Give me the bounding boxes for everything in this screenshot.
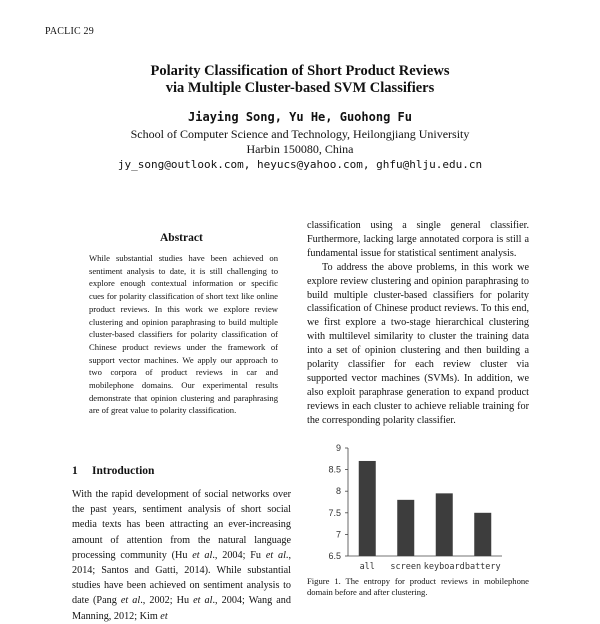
y-tick-label: 7.5 <box>328 507 341 518</box>
y-tick-label: 9 <box>335 443 341 453</box>
intro-italic-run: et al <box>193 595 213 607</box>
x-tick-label-battery: battery <box>464 562 501 572</box>
section-heading-introduction <box>72 465 154 477</box>
section-title: Introduction <box>92 465 155 477</box>
venue-header: PACLIC 29 <box>45 26 94 37</box>
y-tick-label: 8 <box>335 486 341 497</box>
bar-all <box>359 461 376 556</box>
y-tick-label: 8.5 <box>328 464 341 475</box>
bar-screen <box>397 500 414 556</box>
y-tick-label: 6.5 <box>328 551 341 561</box>
author-emails: jy_song@outlook.com, heyucs@yahoo.com, ghfu@hlju.edu.cn <box>117 158 483 171</box>
intro-text-run: ., 2014; Santos and Gatti, 2014). While substantial studies have been achieved on sentiment analysis to date (Pang <box>72 549 292 607</box>
section-number: 1 <box>72 465 78 477</box>
title-line-2: via Multiple Cluster-based SVM Classifiers <box>165 80 435 96</box>
affiliation <box>0 127 600 157</box>
affiliation-line-2: Harbin 150080, China <box>246 142 354 156</box>
right-column-paragraph-2: To address the above problems, in this work we explore review clustering and opinion paraphrasing to build multiple cluster-based classifiers for polarity classification of Chinese product reviews. To this end, we first explore a two-stage hierarchical clustering with multilevel similarity to cluster the training data into a set of opinion clustering and then building a polarity classifier for each review cluster via supported vector machines (SVMs). In addition, we also exploit paraphrase generation to expand product reviews in each cluster to achieve reliable training for the corresponding polarity classifier. <box>307 261 529 426</box>
authors: Jiaying Song, Yu He, Guohong Fu <box>188 110 412 124</box>
intro-italic-run: et al <box>265 549 286 561</box>
affiliation-line-1: School of Computer Science and Technology, Heilongjiang University <box>130 127 470 141</box>
entropy-bar-chart <box>320 440 510 575</box>
intro-text-run: ., 2002; Hu <box>140 595 194 607</box>
y-tick-label: 7 <box>335 529 341 540</box>
intro-italic-run: et <box>160 610 168 622</box>
x-tick-label-keyboard: keyboard <box>423 562 465 572</box>
intro-italic-run: et al <box>120 595 141 607</box>
figure-caption: Figure 1. The entropy for product reviews in mobilephone domain before and after clustering. <box>307 576 529 597</box>
abstract-body: While substantial studies have been achieved on sentiment analysis to date, it is still challenging to explore enough contextual information or specific cues for polarity classification of short text like online product reviews. In this work we explore review clustering and opinion paraphrasing to build multiple cluster-based classifiers for polarity classification of Chinese product reviews under the framework of support vector machines. We apply our approach to two corpora of product reviews in car and mobilephone domains. Our experimental results demonstrate that opinion clustering and paraphrasing are of great value to polarity classification. <box>89 253 278 416</box>
title-line-1: Polarity Classification of Short Product Reviews <box>150 63 450 79</box>
paper-title <box>0 63 600 97</box>
intro-text-run: ., 2004; Fu <box>212 549 266 561</box>
introduction-paragraph <box>72 487 291 624</box>
chart-svg <box>320 440 510 575</box>
x-tick-label-screen: screen <box>390 562 422 572</box>
right-column-paragraph-1: classification using a single general classifier. Furthermore, lacking large annotated corpora is still a fundamental issue for statistical sentiment analysis. <box>307 220 529 259</box>
right-column-text <box>307 219 529 428</box>
intro-text-run: ., 2004; Wang and Manning, 2012; Kim <box>72 595 291 622</box>
x-tick-label-all: all <box>359 562 375 572</box>
intro-text-run: With the rapid development of social networks over the past years, sentiment analysis of short social media texts has been attracting an ever-increasing amount of attention from the natural language processing community (Hu <box>72 489 291 561</box>
bar-keyboard <box>436 493 453 556</box>
bar-battery <box>474 513 491 556</box>
intro-italic-run: et al <box>192 549 213 561</box>
abstract-heading: Abstract <box>160 232 203 244</box>
